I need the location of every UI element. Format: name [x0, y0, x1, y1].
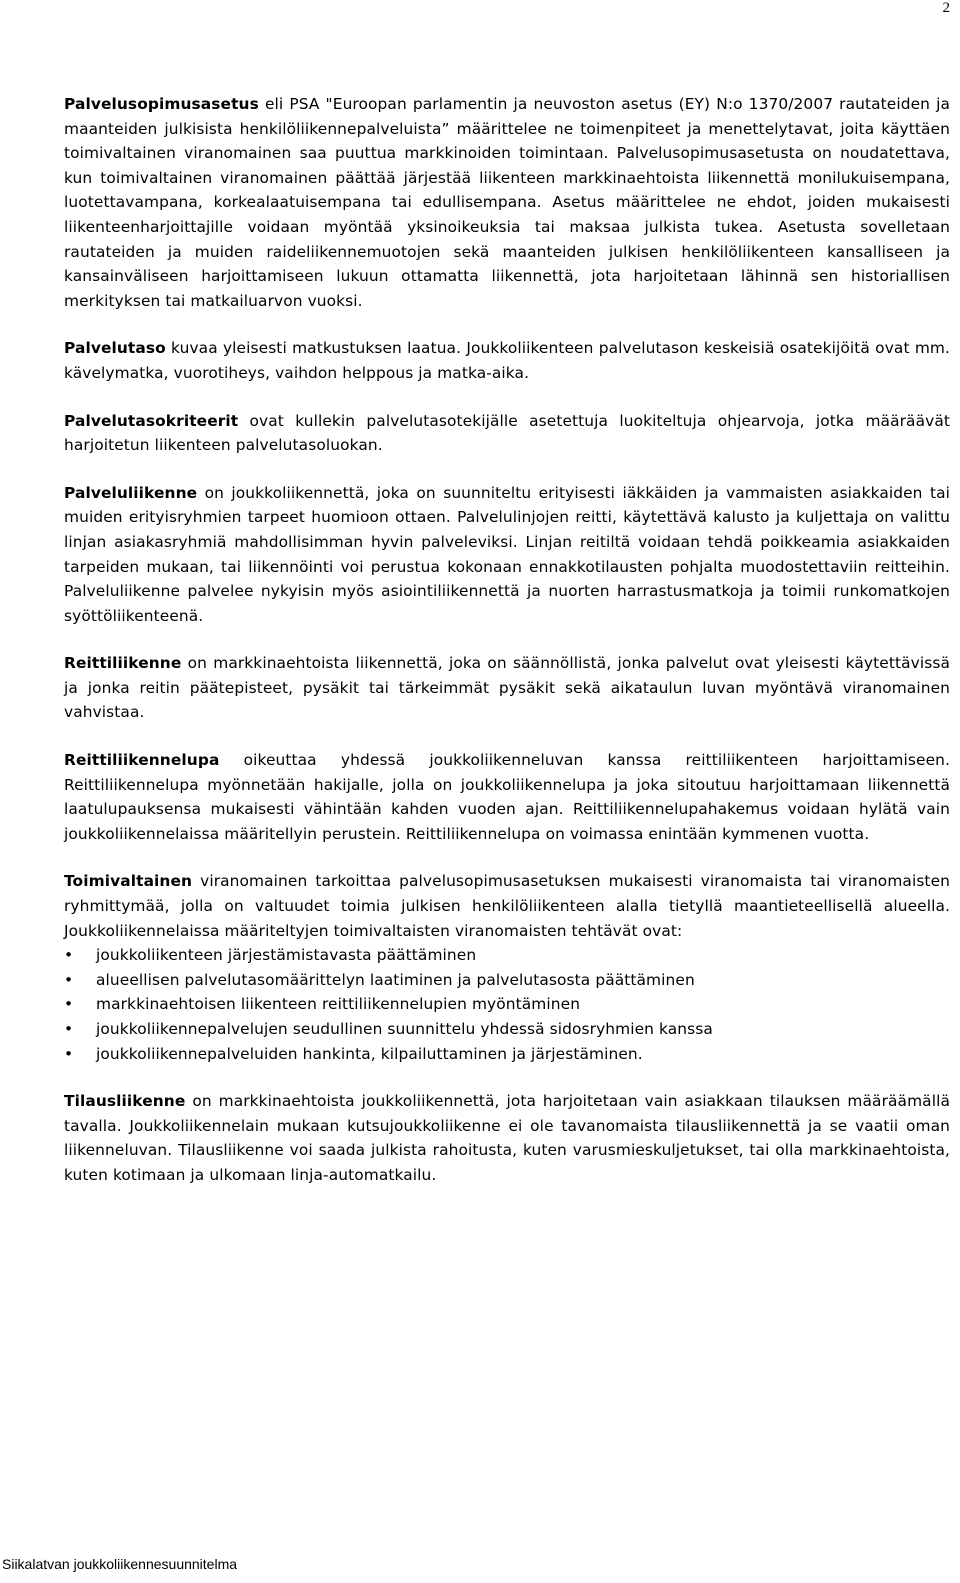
term-heading: Palvelutaso [64, 339, 166, 358]
paragraph-palvelutaso [64, 336, 950, 385]
task-list-item: • joukkoliikennepalvelujen seudullinen suunnittelu yhdessä sidosryhmien kanssa [64, 1017, 950, 1042]
task-list-item: • joukkoliikennepalveluiden hankinta, kilpailuttaminen ja järjestäminen. [64, 1042, 950, 1067]
paragraph-text: on markkinaehtoista liikennettä, joka on säännöllistä, jonka palvelut ovat yleisesti käytettävissä ja jonka reitin päätepisteet, pysäkit tai tärkeimmät pysäkit sekä aikataulun luvan myöntävä viranomainen vahvistaa. [64, 654, 950, 722]
paragraph-toimivaltainen [64, 869, 950, 943]
paragraph-text: oikeuttaa yhdessä joukkoliikenneluvan kanssa reittiliikenteen harjoittamiseen. Reittiliikennelupa myönnetään hakijalle, jolla on joukkoliikennelupa ja joka sitoutuu harjoittamaan liikennettä laatulupauksensa mukaisesti vähintään kahden vuoden ajan. Reittiliikennelupahakemus voidaan hylätä vain joukkoliikennelaissa määritellyin perustein. Reittiliikennelupa on voimassa enintään kymmenen vuotta. [64, 751, 950, 843]
paragraph-text: viranomainen tarkoittaa palvelusopimusasetuksen mukaisesti viranomaista tai viranomaisten ryhmittymää, jolla on valtuudet toimia julkisen henkilöliikenteen alalla tietyllä maantieteellisellä alueella. Joukkoliikennelaissa määriteltyjen toimivaltaisten viranomaisten tehtävät ovat: [64, 872, 950, 940]
paragraph-text: on markkinaehtoista joukkoliikennettä, jota harjoitetaan vain asiakkaan tilauksen määräämällä tavalla. Joukkoliikennelain mukaan kutsujoukkoliikenne ei ole tavanomaista tilausliikennettä ja se vaatii oman liikenneluvan. Tilausliikenne voi saada julkista rahoitusta, kuten varusmieskuljetukset, tai olla markkinaehtoista, kuten kotimaan ja ulkomaan linja-automatkailu. [64, 1092, 950, 1184]
paragraph-psa [64, 92, 950, 313]
paragraph-text: eli PSA "Euroopan parlamentin ja neuvoston asetus (EY) N:o 1370/2007 rautateiden ja maanteiden julkisista henkilöliikennepalveluista” määrittelee ne toimenpiteet ja menettelytavat, joita käyttäen toimivaltainen viranomainen saa puuttua markkinoiden toimintaan. Palvelusopimusasetusta on noudatettava, kun toimivaltainen viranomainen päättää järjestää liikenteen markkinaehtoista liikennettä monilukuisempana, luotettavampana, korkealaatuisempana tai edullisempana. Asetus määrittelee ne ehdot, joiden mukaisesti liikenteenharjoittajille voidaan myöntää yksinoikeuksia tai maksaa julkista tukea. Asetusta sovelletaan rautateiden ja muiden raideliikennemuotojen sekä maanteiden julkisen henkilöliikenteen kansalliseen ja kansainväliseen harjoittamiseen lukuun ottamatta liikennettä, jota harjoitetaan lähinnä sen historiallisen merkityksen tai matkailuarvon vuoksi. [64, 95, 950, 310]
paragraph-palvelutasokriteerit [64, 409, 950, 458]
footer-title: Siikalatvan joukkoliikennesuunnitelma [2, 1556, 238, 1572]
paragraph-text: kuvaa yleisesti matkustuksen laatua. Joukkoliikenteen palvelutason keskeisiä osatekijöitä ovat mm. kävelymatka, vuorotiheys, vaihdon helppous ja matka-aika. [64, 339, 950, 382]
task-list [64, 943, 950, 1066]
paragraph-text: ovat kullekin palvelutasotekijälle asetettuja luokiteltuja ohjearvoja, jotka määräävät harjoitetun liikenteen palvelutasoluokan. [64, 411, 950, 455]
page-number: 2 [942, 0, 950, 16]
paragraph-tilausliikenne [64, 1089, 950, 1187]
paragraph-text: on joukkoliikennettä, joka on suunniteltu erityisesti iäkkäiden ja vammaisten asiakkaiden tai muiden erityisryhmien tarpeet huomioon ottaen. Palvelulinjojen reitti, käytettävä kalusto ja kuljettaja on valittu linjan asiakasryhmiä mahdollisimman hyvin palveleviksi. Linjan reitiltä voidaan tehdä poikkeamia asiakkaiden tarpeiden mukaan, tai liikennöinti voi perustua kokonaan ennakkotilausten pohjalta muodostettaviin reitteihin. Palveluliikenne palvelee nykyisin myös asiointiliikennettä ja nuorten harrastusmatkoja ja toimii runkomatkojen syöttöliikenteenä. [64, 483, 950, 625]
term-heading: Reittiliikennelupa [64, 751, 220, 770]
term-heading: Toimivaltainen [64, 872, 193, 891]
task-list-item: • alueellisen palvelutasomäärittelyn laatiminen ja palvelutasosta päättäminen [64, 968, 950, 993]
task-list-item: • markkinaehtoisen liikenteen reittiliikennelupien myöntäminen [64, 992, 950, 1017]
document-body [64, 92, 950, 1211]
term-heading: Palveluliikenne [64, 483, 198, 502]
paragraph-reittiliikenne [64, 651, 950, 725]
paragraph-palveluliikenne [64, 481, 950, 629]
paragraph-reittiliikennelupa [64, 748, 950, 846]
term-heading: Palvelusopimusasetus [64, 95, 259, 113]
term-heading: Tilausliikenne [64, 1092, 186, 1111]
task-list-item: • joukkoliikenteen järjestämistavasta päättäminen [64, 943, 950, 968]
term-heading: Reittiliikenne [64, 654, 182, 673]
term-heading: Palvelutasokriteerit [64, 411, 239, 430]
